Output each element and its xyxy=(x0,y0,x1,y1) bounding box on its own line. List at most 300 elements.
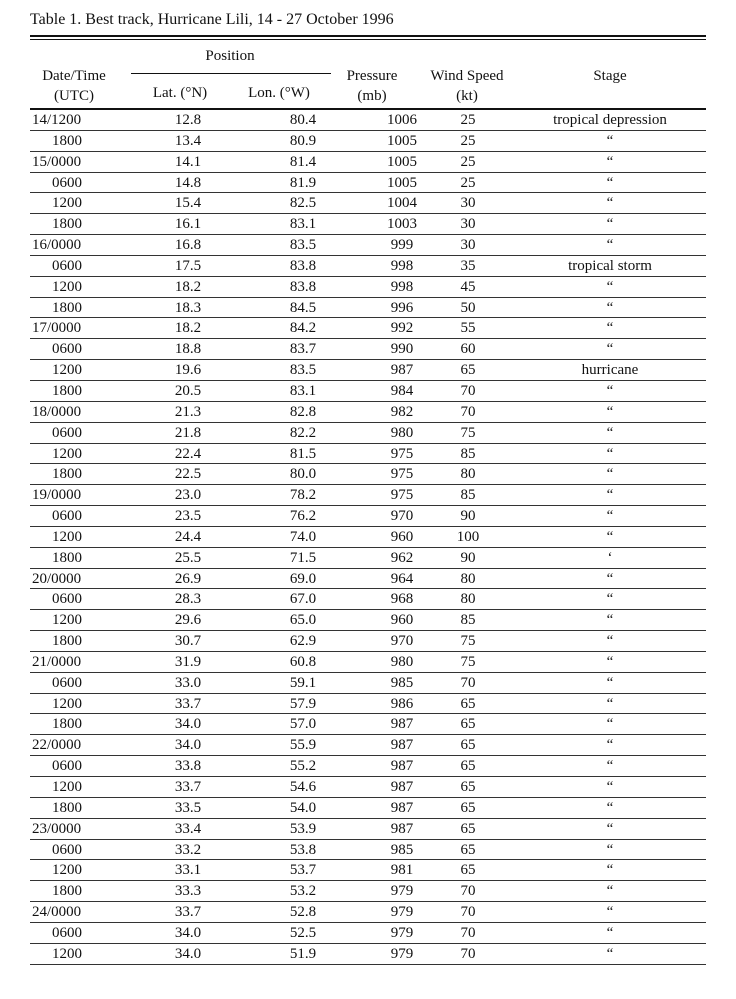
cell-lat: 34.0 xyxy=(174,945,202,962)
cell-stage: “ xyxy=(606,195,614,212)
table-body xyxy=(30,110,706,965)
cell-stage: “ xyxy=(606,737,614,754)
cell-pressure: 985 xyxy=(390,841,414,858)
cell-lon: 57.0 xyxy=(289,716,317,733)
cell-date-time: 1800 xyxy=(52,132,82,149)
cell-lat: 18.8 xyxy=(174,341,202,358)
cell-date-time: 1200 xyxy=(52,528,82,545)
cell-stage: tropical storm xyxy=(568,257,652,274)
cell-pressure: 979 xyxy=(390,924,414,941)
cell-date-time: 1200 xyxy=(52,779,82,795)
cell-lon: 55.2 xyxy=(289,758,317,775)
cell-lon: 55.9 xyxy=(289,737,317,754)
cell-lat: 33.2 xyxy=(174,841,202,858)
cell-lat: 28.3 xyxy=(174,591,202,608)
cell-pressure: 984 xyxy=(390,382,414,399)
cell-wind-speed: 85 xyxy=(460,445,476,462)
cell-lon: 82.2 xyxy=(289,424,317,441)
cell-lon: 59.1 xyxy=(289,674,317,691)
cell-stage: “ xyxy=(606,612,614,629)
cell-stage: “ xyxy=(606,487,614,504)
cell-date-time: 24/0000 xyxy=(32,904,82,921)
cell-date-time: 1200 xyxy=(52,362,82,379)
cell-lon: 81.4 xyxy=(289,153,317,170)
table-row xyxy=(30,152,706,173)
cell-lon: 83.8 xyxy=(289,257,317,274)
cell-wind-speed: 85 xyxy=(460,612,476,629)
cell-lon: 76.2 xyxy=(289,508,317,525)
table-row xyxy=(30,444,706,465)
cell-lat: 17.5 xyxy=(174,257,202,274)
table-row xyxy=(30,235,706,256)
table-row xyxy=(30,589,706,610)
cell-stage: “ xyxy=(606,299,614,316)
cell-lat: 21.8 xyxy=(174,424,202,441)
cell-stage: “ xyxy=(606,278,614,295)
cell-lat: 21.3 xyxy=(174,403,202,420)
cell-lat: 33.5 xyxy=(174,799,202,816)
cell-stage: “ xyxy=(606,591,614,608)
table-row xyxy=(30,881,706,902)
cell-pressure: 1005 xyxy=(387,174,417,191)
header-position: Position xyxy=(205,48,255,64)
cell-wind-speed: 30 xyxy=(460,237,476,254)
cell-pressure: 979 xyxy=(390,945,414,962)
cell-stage: “ xyxy=(606,695,614,712)
header-stage: Stage xyxy=(593,68,627,84)
cell-lon: 53.2 xyxy=(289,883,317,900)
cell-stage: “ xyxy=(606,466,614,483)
cell-stage: “ xyxy=(606,862,614,879)
cell-stage: “ xyxy=(606,341,614,358)
cell-pressure: 960 xyxy=(390,528,414,545)
cell-lat: 14.8 xyxy=(174,174,202,191)
cell-date-time: 20/0000 xyxy=(32,570,82,587)
cell-pressure: 999 xyxy=(390,237,414,254)
cell-lat: 33.4 xyxy=(174,820,202,837)
table-row xyxy=(30,548,706,569)
cell-pressure: 975 xyxy=(390,445,414,462)
position-underline xyxy=(131,73,331,74)
cell-wind-speed: 70 xyxy=(460,674,476,691)
cell-wind-speed: 70 xyxy=(460,883,476,900)
cell-lon: 80.4 xyxy=(289,112,317,128)
cell-lon: 80.0 xyxy=(289,466,317,483)
cell-lat: 29.6 xyxy=(174,612,202,629)
cell-date-time: 0600 xyxy=(52,174,82,191)
cell-wind-speed: 65 xyxy=(460,737,476,754)
cell-wind-speed: 65 xyxy=(460,820,476,837)
cell-lat: 13.4 xyxy=(174,132,202,149)
cell-wind-speed: 85 xyxy=(460,487,476,504)
table-row xyxy=(30,381,706,402)
cell-wind-speed: 25 xyxy=(460,153,476,170)
cell-stage: “ xyxy=(606,779,614,795)
cell-lat: 34.0 xyxy=(174,924,202,941)
cell-pressure: 987 xyxy=(390,779,414,795)
table-row xyxy=(30,193,706,214)
table-row xyxy=(30,944,706,965)
cell-pressure: 1006 xyxy=(387,112,417,128)
cell-lon: 52.8 xyxy=(289,904,317,921)
cell-wind-speed: 25 xyxy=(460,174,476,191)
cell-lat: 33.0 xyxy=(174,674,202,691)
cell-stage: “ xyxy=(606,216,614,233)
cell-date-time: 0600 xyxy=(52,758,82,775)
cell-lat: 22.5 xyxy=(174,466,202,483)
table-row xyxy=(30,652,706,673)
cell-lat: 33.1 xyxy=(174,862,202,879)
cell-wind-speed: 75 xyxy=(460,633,476,650)
cell-wind-speed: 35 xyxy=(460,257,476,274)
cell-wind-speed: 65 xyxy=(460,758,476,775)
cell-pressure: 987 xyxy=(390,362,414,379)
cell-pressure: 987 xyxy=(390,737,414,754)
cell-wind-speed: 75 xyxy=(460,653,476,670)
cell-lat: 33.7 xyxy=(174,904,202,921)
table-row xyxy=(30,860,706,881)
cell-wind-speed: 70 xyxy=(460,403,476,420)
cell-date-time: 1200 xyxy=(52,862,82,879)
cell-stage: “ xyxy=(606,174,614,191)
cell-stage: “ xyxy=(606,758,614,775)
cell-date-time: 0600 xyxy=(52,674,82,691)
table-row xyxy=(30,756,706,777)
cell-date-time: 1800 xyxy=(52,883,82,900)
cell-pressure: 985 xyxy=(390,674,414,691)
cell-pressure: 970 xyxy=(390,633,414,650)
cell-wind-speed: 75 xyxy=(460,424,476,441)
cell-pressure: 990 xyxy=(390,341,414,358)
cell-wind-speed: 30 xyxy=(460,216,476,233)
cell-stage: “ xyxy=(606,424,614,441)
cell-lat: 23.0 xyxy=(174,487,202,504)
cell-stage: “ xyxy=(606,904,614,921)
cell-pressure: 975 xyxy=(390,466,414,483)
header-date-time: Date/Time xyxy=(42,68,106,84)
cell-date-time: 1800 xyxy=(52,633,82,650)
cell-pressure: 1003 xyxy=(387,216,417,233)
cell-date-time: 0600 xyxy=(52,257,82,274)
cell-lon: 78.2 xyxy=(289,487,317,504)
table-row xyxy=(30,840,706,861)
cell-pressure: 979 xyxy=(390,904,414,921)
cell-lat: 25.5 xyxy=(174,549,202,566)
cell-stage: “ xyxy=(606,799,614,816)
cell-date-time: 1200 xyxy=(52,445,82,462)
cell-wind-speed: 25 xyxy=(460,132,476,149)
cell-stage: “ xyxy=(606,716,614,733)
cell-date-time: 1200 xyxy=(52,278,82,295)
cell-wind-speed: 65 xyxy=(460,841,476,858)
table-row xyxy=(30,798,706,819)
cell-wind-speed: 70 xyxy=(460,382,476,399)
cell-wind-speed: 100 xyxy=(456,528,480,545)
table-row xyxy=(30,714,706,735)
cell-stage: “ xyxy=(606,445,614,462)
cell-lat: 34.0 xyxy=(174,737,202,754)
cell-pressure: 962 xyxy=(390,549,414,566)
cell-lat: 15.4 xyxy=(174,195,202,212)
cell-wind-speed: 25 xyxy=(460,112,476,128)
table-row xyxy=(30,527,706,548)
cell-date-time: 0600 xyxy=(52,508,82,525)
cell-lat: 22.4 xyxy=(174,445,202,462)
cell-pressure: 998 xyxy=(390,257,414,274)
cell-date-time: 1800 xyxy=(52,466,82,483)
cell-lon: 52.5 xyxy=(289,924,317,941)
cell-wind-speed: 65 xyxy=(460,862,476,879)
cell-wind-speed: 90 xyxy=(460,508,476,525)
header-lon: Lon. (°W) xyxy=(248,85,310,101)
cell-wind-speed: 55 xyxy=(460,320,476,337)
cell-lon: 51.9 xyxy=(289,945,317,962)
cell-lat: 31.9 xyxy=(174,653,202,670)
cell-wind-speed: 80 xyxy=(460,591,476,608)
table-row xyxy=(30,318,706,339)
cell-stage: “ xyxy=(606,633,614,650)
header-pressure-unit: (mb) xyxy=(357,88,387,104)
cell-pressure: 987 xyxy=(390,758,414,775)
cell-stage: “ xyxy=(606,945,614,962)
cell-lat: 24.4 xyxy=(174,528,202,545)
header-lat: Lat. (°N) xyxy=(152,85,208,101)
header-wind: Wind Speed xyxy=(430,68,504,84)
cell-pressure: 968 xyxy=(390,591,414,608)
table-row xyxy=(30,694,706,715)
cell-wind-speed: 50 xyxy=(460,299,476,316)
cell-wind-speed: 65 xyxy=(460,362,476,379)
table-row xyxy=(30,256,706,277)
cell-date-time: 1800 xyxy=(52,299,82,316)
cell-stage: “ xyxy=(606,570,614,587)
table-row xyxy=(30,923,706,944)
cell-lat: 34.0 xyxy=(174,716,202,733)
cell-lon: 81.5 xyxy=(289,445,317,462)
cell-pressure: 992 xyxy=(390,320,414,337)
cell-pressure: 980 xyxy=(390,424,414,441)
cell-date-time: 1200 xyxy=(52,945,82,962)
cell-pressure: 970 xyxy=(390,508,414,525)
table-row xyxy=(30,569,706,590)
table-row xyxy=(30,131,706,152)
cell-lon: 54.6 xyxy=(289,779,317,795)
cell-date-time: 1200 xyxy=(52,695,82,712)
cell-stage: “ xyxy=(606,403,614,420)
cell-pressure: 964 xyxy=(390,570,414,587)
cell-date-time: 14/1200 xyxy=(32,112,82,128)
cell-date-time: 16/0000 xyxy=(32,237,82,254)
cell-date-time: 0600 xyxy=(52,924,82,941)
table-row xyxy=(30,485,706,506)
table-row xyxy=(30,277,706,298)
cell-pressure: 1005 xyxy=(387,153,417,170)
table-row xyxy=(30,110,706,131)
table-row xyxy=(30,214,706,235)
table-caption: Table 1. Best track, Hurricane Lili, 14 - 27 October 1996 xyxy=(30,11,394,28)
table-row xyxy=(30,173,706,194)
cell-lat: 18.2 xyxy=(174,320,202,337)
cell-date-time: 19/0000 xyxy=(32,487,82,504)
cell-date-time: 1800 xyxy=(52,799,82,816)
cell-date-time: 0600 xyxy=(52,424,82,441)
table-row xyxy=(30,610,706,631)
table-row xyxy=(30,423,706,444)
cell-lon: 83.8 xyxy=(289,278,317,295)
cell-date-time: 0600 xyxy=(52,341,82,358)
cell-pressure: 986 xyxy=(390,695,414,712)
cell-lon: 82.8 xyxy=(289,403,317,420)
cell-lat: 16.1 xyxy=(174,216,202,233)
cell-pressure: 996 xyxy=(390,299,414,316)
cell-stage: hurricane xyxy=(581,362,639,379)
cell-date-time: 1800 xyxy=(52,716,82,733)
cell-date-time: 17/0000 xyxy=(32,320,82,337)
cell-lat: 26.9 xyxy=(174,570,202,587)
cell-wind-speed: 80 xyxy=(460,466,476,483)
cell-lon: 60.8 xyxy=(289,653,317,670)
cell-date-time: 18/0000 xyxy=(32,403,82,420)
cell-lat: 18.3 xyxy=(174,299,202,316)
cell-wind-speed: 70 xyxy=(460,924,476,941)
cell-lon: 69.0 xyxy=(289,570,317,587)
cell-stage: tropical depression xyxy=(553,112,667,128)
cell-lat: 12.8 xyxy=(174,112,202,128)
cell-lon: 82.5 xyxy=(289,195,317,212)
cell-lat: 16.8 xyxy=(174,237,202,254)
cell-pressure: 980 xyxy=(390,653,414,670)
cell-pressure: 987 xyxy=(390,820,414,837)
cell-date-time: 1200 xyxy=(52,612,82,629)
cell-lon: 83.1 xyxy=(289,382,317,399)
cell-stage: “ xyxy=(606,528,614,545)
cell-lat: 30.7 xyxy=(174,633,202,650)
cell-pressure: 979 xyxy=(390,883,414,900)
cell-lon: 84.2 xyxy=(289,320,317,337)
cell-lon: 83.5 xyxy=(289,237,317,254)
table-row xyxy=(30,819,706,840)
cell-lon: 81.9 xyxy=(289,174,317,191)
cell-lon: 83.1 xyxy=(289,216,317,233)
cell-lon: 53.8 xyxy=(289,841,317,858)
cell-stage: “ xyxy=(606,883,614,900)
cell-wind-speed: 45 xyxy=(460,278,476,295)
cell-lon: 65.0 xyxy=(289,612,317,629)
cell-date-time: 1800 xyxy=(52,549,82,566)
cell-date-time: 23/0000 xyxy=(32,820,82,837)
cell-date-time: 15/0000 xyxy=(32,153,82,170)
table-row xyxy=(30,298,706,319)
cell-date-time: 0600 xyxy=(52,591,82,608)
table-row xyxy=(30,464,706,485)
cell-wind-speed: 70 xyxy=(460,945,476,962)
table-row xyxy=(30,777,706,798)
cell-stage: “ xyxy=(606,132,614,149)
table-row xyxy=(30,506,706,527)
cell-pressure: 982 xyxy=(390,403,414,420)
cell-stage: “ xyxy=(606,653,614,670)
cell-lon: 67.0 xyxy=(289,591,317,608)
cell-wind-speed: 65 xyxy=(460,695,476,712)
table-row xyxy=(30,631,706,652)
header-pressure: Pressure xyxy=(346,68,398,84)
cell-lat: 14.1 xyxy=(174,153,202,170)
cell-pressure: 987 xyxy=(390,716,414,733)
cell-stage: “ xyxy=(606,320,614,337)
cell-date-time: 1800 xyxy=(52,216,82,233)
cell-stage: “ xyxy=(606,924,614,941)
cell-date-time: 1200 xyxy=(52,195,82,212)
table-row xyxy=(30,360,706,381)
cell-stage: “ xyxy=(606,382,614,399)
cell-pressure: 981 xyxy=(390,862,414,879)
cell-stage: ‘ xyxy=(607,549,613,566)
cell-pressure: 960 xyxy=(390,612,414,629)
cell-lat: 20.5 xyxy=(174,382,202,399)
top-rule xyxy=(30,35,706,37)
cell-stage: “ xyxy=(606,820,614,837)
cell-lat: 33.7 xyxy=(174,779,202,795)
cell-date-time: 22/0000 xyxy=(32,737,82,754)
cell-wind-speed: 65 xyxy=(460,716,476,733)
cell-wind-speed: 90 xyxy=(460,549,476,566)
cell-lon: 83.7 xyxy=(289,341,317,358)
cell-wind-speed: 80 xyxy=(460,570,476,587)
cell-wind-speed: 70 xyxy=(460,904,476,921)
table-row xyxy=(30,402,706,423)
cell-lon: 84.5 xyxy=(289,299,317,316)
cell-lon: 54.0 xyxy=(289,799,317,816)
header-wind-unit: (kt) xyxy=(456,88,478,104)
cell-wind-speed: 65 xyxy=(460,799,476,816)
cell-lat: 33.8 xyxy=(174,758,202,775)
cell-lat: 18.2 xyxy=(174,278,202,295)
cell-lat: 19.6 xyxy=(174,362,202,379)
table-row xyxy=(30,902,706,923)
cell-wind-speed: 60 xyxy=(460,341,476,358)
cell-lon: 53.7 xyxy=(289,862,317,879)
cell-lat: 33.3 xyxy=(174,883,202,900)
header-utc: (UTC) xyxy=(54,88,94,104)
cell-lon: 53.9 xyxy=(289,820,317,837)
cell-pressure: 975 xyxy=(390,487,414,504)
cell-lon: 80.9 xyxy=(289,132,317,149)
cell-pressure: 1005 xyxy=(387,132,417,149)
cell-stage: “ xyxy=(606,841,614,858)
cell-lon: 74.0 xyxy=(289,528,317,545)
cell-lon: 71.5 xyxy=(289,549,317,566)
cell-stage: “ xyxy=(606,153,614,170)
cell-lat: 23.5 xyxy=(174,508,202,525)
table-row xyxy=(30,735,706,756)
cell-date-time: 0600 xyxy=(52,841,82,858)
cell-date-time: 21/0000 xyxy=(32,653,82,670)
cell-wind-speed: 65 xyxy=(460,779,476,795)
cell-pressure: 998 xyxy=(390,278,414,295)
cell-date-time: 1800 xyxy=(52,382,82,399)
cell-lon: 83.5 xyxy=(289,362,317,379)
cell-stage: “ xyxy=(606,237,614,254)
cell-lon: 62.9 xyxy=(289,633,317,650)
cell-stage: “ xyxy=(606,508,614,525)
cell-pressure: 987 xyxy=(390,799,414,816)
cell-wind-speed: 30 xyxy=(460,195,476,212)
table-row xyxy=(30,339,706,360)
top-rule-thin xyxy=(30,39,706,40)
cell-stage: “ xyxy=(606,674,614,691)
table-row xyxy=(30,673,706,694)
cell-pressure: 1004 xyxy=(387,195,417,212)
